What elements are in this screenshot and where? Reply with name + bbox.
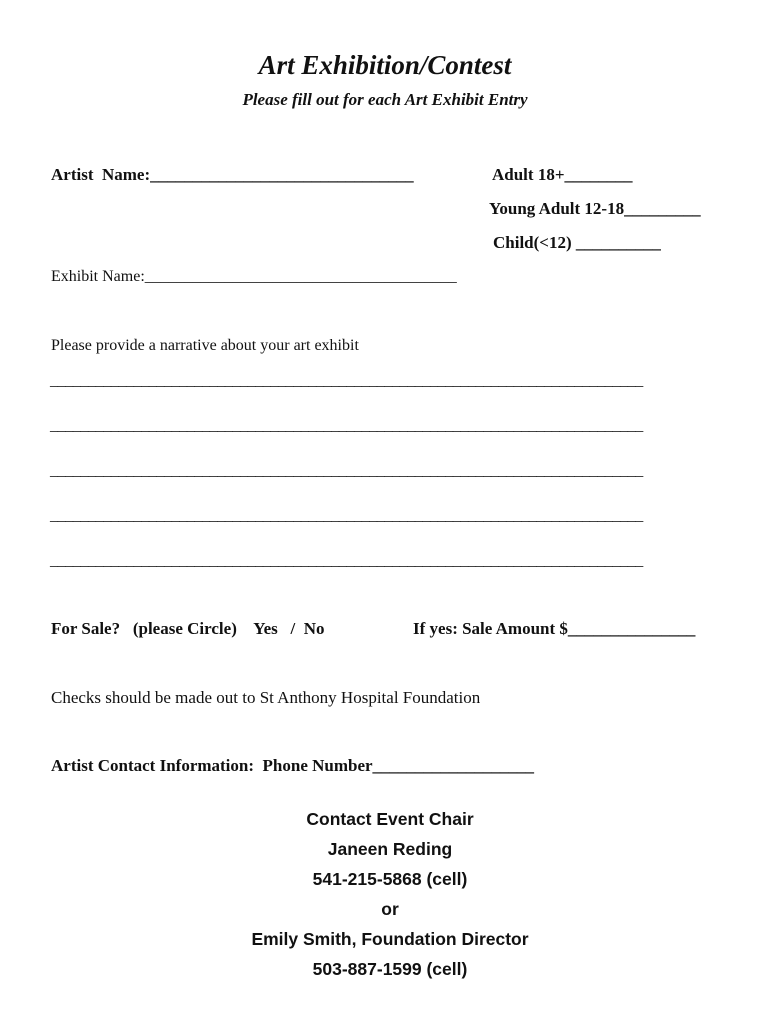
checks-note: Checks should be made out to St Anthony Hospital Foundation	[51, 688, 481, 707]
artist-phone-field[interactable]: Artist Contact Information: Phone Number___________________	[51, 756, 535, 775]
narrative-line[interactable]: ______________________________________________________________________________	[50, 507, 643, 524]
for-sale-question[interactable]: For Sale? (please Circle) Yes / No	[51, 619, 325, 638]
artist-name-field[interactable]: Artist Name:_______________________________	[51, 165, 414, 184]
narrative-line[interactable]: ______________________________________________________________________________	[50, 552, 643, 569]
contact-heading: Contact Event Chair	[306, 809, 474, 829]
narrative-prompt: Please provide a narrative about your art exhibit	[51, 337, 359, 354]
exhibit-name-field[interactable]: Exhibit Name:_______________________________________	[51, 268, 457, 285]
narrative-line[interactable]: ______________________________________________________________________________	[50, 372, 643, 389]
contact-phone: 541-215-5868 (cell)	[312, 869, 468, 889]
contact-name: Janeen Reding	[327, 839, 453, 859]
narrative-line[interactable]: ______________________________________________________________________________	[50, 417, 643, 434]
narrative-line[interactable]: ______________________________________________________________________________	[50, 462, 643, 479]
contact-or: or	[381, 899, 399, 919]
young-adult-category-field[interactable]: Young Adult 12-18_________	[489, 199, 701, 218]
contact-phone-director: 503-887-1599 (cell)	[312, 959, 468, 979]
adult-category-field[interactable]: Adult 18+________	[492, 165, 633, 184]
sale-amount-field[interactable]: If yes: Sale Amount $_______________	[413, 619, 696, 638]
form-title: Art Exhibition/Contest	[258, 50, 512, 80]
contact-name-director: Emily Smith, Foundation Director	[251, 929, 529, 949]
child-category-field[interactable]: Child(<12) __________	[493, 233, 661, 252]
form-subtitle: Please fill out for each Art Exhibit Entry	[242, 90, 528, 109]
